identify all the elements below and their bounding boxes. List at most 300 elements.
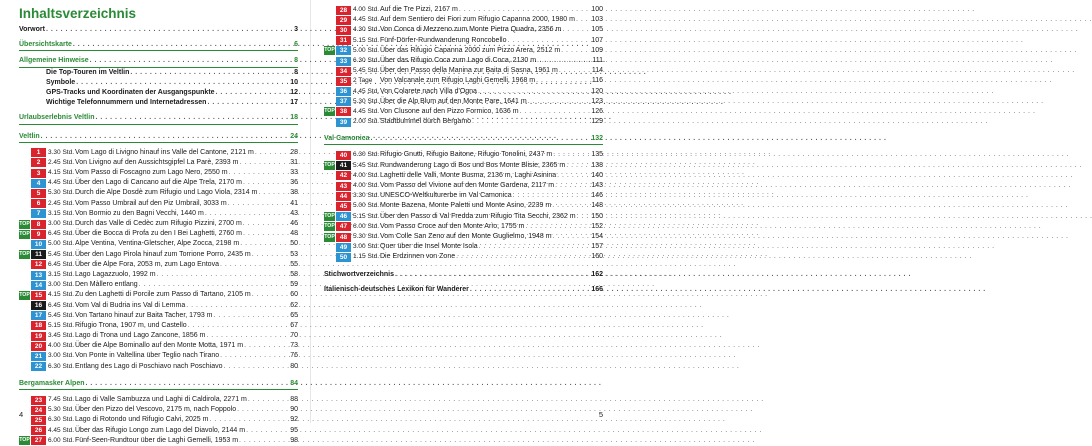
tour-number-badge: 43 <box>336 182 351 191</box>
leader-dots <box>537 56 591 66</box>
tour-duration: 6.45 Std. <box>48 301 75 309</box>
back-entry[interactable] <box>324 270 603 280</box>
section-bergamasker-alpen <box>19 379 298 446</box>
leader-dots <box>553 150 590 160</box>
tour-duration: 6.30 Std. <box>353 151 380 159</box>
tour-entry[interactable] <box>19 178 298 188</box>
tour-number-badge: 28 <box>336 6 351 15</box>
tour-title: Fünf-Seen-Rundtour über die Laghi Gemelli, 1953 m <box>75 436 239 444</box>
tour-number-badge: 41 <box>336 161 351 170</box>
tour-number-badge: 7 <box>31 209 46 218</box>
tour-title: Lago Lagazzuolo, 1992 m <box>75 270 156 278</box>
tour-title: Über die Alp Blum auf den Monte Pare, 1641 m <box>380 97 527 105</box>
section-heading[interactable] <box>324 134 603 145</box>
tour-page: 41 <box>290 199 298 207</box>
tour-duration: 5.00 Std. <box>48 240 75 248</box>
tour-page: 80 <box>290 362 298 370</box>
leader-dots <box>536 76 591 86</box>
tour-entry[interactable] <box>324 232 603 242</box>
tour-page: 103 <box>591 16 603 24</box>
tour-title: Von Livigno auf den Aussichtsgipfel La Parè, 2393 m <box>75 158 239 166</box>
tour-title: Über die Bocca di Profa zu den I Bei Laghetti, 2760 m <box>75 230 242 238</box>
tour-entry[interactable] <box>324 15 603 25</box>
front-entry[interactable] <box>19 25 298 35</box>
tour-number-badge: 33 <box>336 57 351 66</box>
tour-entry[interactable] <box>324 181 603 191</box>
tour-page: 143 <box>591 182 603 189</box>
leader-dots <box>562 25 590 35</box>
leader-dots <box>240 239 289 249</box>
right-page-content <box>324 5 603 407</box>
tour-duration: 4.45 Std. <box>48 179 75 187</box>
front-entry[interactable] <box>19 98 298 108</box>
section-heading[interactable] <box>19 132 298 143</box>
leader-dots <box>561 46 590 56</box>
leader-dots <box>186 301 289 311</box>
leader-dots <box>566 161 590 171</box>
tour-entry[interactable] <box>324 56 603 66</box>
tour-entry[interactable] <box>324 36 603 46</box>
left-page <box>0 0 311 445</box>
tour-title: Laghetti delle Valli, Monte Busma, 2136 m, Laghi Asinina <box>380 171 557 179</box>
leader-dots <box>229 168 290 178</box>
entry-page: 8 <box>294 68 298 76</box>
tour-entry[interactable] <box>324 252 603 262</box>
tour-number-badge: 12 <box>31 260 46 269</box>
tour-number-badge: 20 <box>31 342 46 351</box>
tour-duration: 6.30 Std. <box>48 416 75 424</box>
tour-entry[interactable] <box>324 150 603 160</box>
tour-page: 98 <box>290 436 298 444</box>
tour-number-badge: 4 <box>31 179 46 188</box>
tour-entry[interactable] <box>19 239 298 249</box>
tour-entry[interactable] <box>19 301 298 311</box>
tour-page: 53 <box>290 250 298 258</box>
tour-title: Über den Passo di Val Fredda zum Rifugio Tita Secchi, 2362 m <box>380 212 576 220</box>
tour-duration: 3.30 Std. <box>48 148 75 156</box>
leader-dots <box>239 436 289 446</box>
tour-entry[interactable] <box>324 97 603 107</box>
tour-number-badge: 18 <box>31 321 46 330</box>
tour-number-badge: 19 <box>31 332 46 341</box>
tour-title: Von Conca di Mezzeno zum Monte Pietra Quadra, 2356 m <box>380 26 562 34</box>
tour-page: 114 <box>591 67 603 75</box>
tour-entry[interactable] <box>324 66 603 76</box>
tour-number-badge: 22 <box>31 362 46 371</box>
back-entry[interactable] <box>324 285 603 295</box>
leader-dots <box>395 270 590 280</box>
tour-duration: 5.30 Std. <box>353 232 380 240</box>
tour-duration: 5.30 Std. <box>353 97 380 105</box>
tour-title: Rifugio Trona, 1907 m, und Castello <box>75 321 187 329</box>
front-entry[interactable] <box>19 88 298 98</box>
tour-duration: 4.45 Std. <box>48 426 75 434</box>
tour-duration: 6.45 Std. <box>48 230 75 238</box>
tour-entry[interactable] <box>19 148 298 158</box>
tour-page: 148 <box>591 202 603 210</box>
tour-duration: 4.15 Std. <box>48 169 75 177</box>
tour-entry[interactable] <box>324 242 603 252</box>
tour-entry[interactable] <box>19 395 298 405</box>
leader-dots <box>41 132 290 142</box>
tour-duration: 2 Tage <box>353 77 373 85</box>
tour-entry[interactable] <box>324 117 603 127</box>
top-tour-badge: TOP <box>19 230 30 237</box>
tour-duration: 4.45 Std. <box>353 16 380 24</box>
tour-number-badge: 45 <box>336 202 351 211</box>
tour-page: 58 <box>290 270 298 278</box>
section-val-camonica <box>324 134 603 262</box>
tour-entry[interactable] <box>19 331 298 341</box>
entry-page: 18 <box>290 114 298 122</box>
tour-title: Vom Lago di Livigno hinauf ins Valle del Cantone, 2121 m <box>75 148 254 156</box>
tour-number-badge: 15 <box>31 291 46 300</box>
tour-duration: 4.45 Std. <box>353 87 380 95</box>
front-entry[interactable] <box>19 56 298 67</box>
tour-duration: 4.00 Std. <box>353 182 380 189</box>
tour-title: Monte Bazena, Monte Paletti und Monte Asino, 2239 m <box>380 202 552 210</box>
tour-title: Über die Alpe Bominallo auf den Monte Motta, 1971 m <box>75 342 244 350</box>
leader-dots <box>472 117 590 127</box>
tour-page: 73 <box>290 342 298 350</box>
leader-dots <box>248 395 289 405</box>
tour-title: Von Valcanale zum Rifugio Laghi Gemelli, 1968 m <box>380 77 536 85</box>
leader-dots <box>258 188 289 198</box>
tour-duration: 2.00 Std. <box>353 118 380 126</box>
tour-number-badge: 38 <box>336 107 351 116</box>
leader-dots <box>73 40 293 50</box>
page-number-right: 5 <box>598 410 603 419</box>
entry-page: 10 <box>290 78 298 86</box>
tour-number-badge: 3 <box>31 169 46 178</box>
section-heading[interactable] <box>19 379 298 390</box>
tour-number-badge: 10 <box>31 240 46 249</box>
tour-page: 55 <box>290 260 298 268</box>
tour-entry[interactable] <box>324 212 603 222</box>
tour-duration: 5.30 Std. <box>48 406 75 414</box>
page-title: Inhaltsverzeichnis <box>19 6 137 21</box>
tour-duration: 5.15 Std. <box>353 212 380 220</box>
tour-page: 31 <box>290 158 298 166</box>
tour-duration: 3.15 Std. <box>48 270 75 278</box>
tour-entry[interactable] <box>19 290 298 300</box>
tour-entry[interactable] <box>19 351 298 361</box>
leader-dots <box>456 252 590 262</box>
tour-number-badge: 17 <box>31 311 46 320</box>
tour-page: 62 <box>290 301 298 309</box>
tour-title: Von Ponte in Valtellina über Teglio nach Tirano <box>75 352 220 360</box>
tour-number-badge: 24 <box>31 406 46 415</box>
leader-dots <box>205 209 289 219</box>
tour-title: Auf die Tre Pizzi, 2167 m <box>380 6 458 13</box>
tour-number-badge: 25 <box>31 416 46 425</box>
tour-entry[interactable] <box>19 311 298 321</box>
tour-entry[interactable] <box>19 405 298 415</box>
tour-duration: 3.00 Std. <box>48 220 75 227</box>
tour-entry[interactable] <box>19 341 298 351</box>
tour-page: 67 <box>290 321 298 329</box>
entry-page: 6 <box>294 41 298 49</box>
tour-entry[interactable] <box>324 171 603 181</box>
leader-dots <box>478 87 590 97</box>
tour-entry[interactable] <box>324 107 603 117</box>
tour-title: Vom Val di Budria ins Val di Lemma <box>75 301 186 309</box>
tour-entry[interactable] <box>19 426 298 436</box>
tour-title: Über die Alpe Fora, 2053 m, zum Lago Entova <box>75 260 219 268</box>
tour-number-badge: 23 <box>31 396 46 405</box>
tour-page: 76 <box>290 352 298 360</box>
leader-dots <box>470 285 590 295</box>
tour-duration: 6.45 Std. <box>48 260 75 268</box>
tour-page: 135 <box>591 151 603 159</box>
tour-page: 129 <box>591 118 603 126</box>
tour-entry[interactable] <box>324 25 603 35</box>
tour-page: 157 <box>591 243 603 251</box>
top-tour-badge: TOP <box>324 233 335 240</box>
tour-title: Quer über die Insel Monte Isola <box>380 243 478 251</box>
tour-number-badge: 44 <box>336 192 351 201</box>
tour-duration: 3.00 Std. <box>48 281 75 289</box>
section-veltlin <box>19 132 298 372</box>
tour-page: 116 <box>591 77 603 85</box>
tour-page: 43 <box>290 209 298 217</box>
tour-entry[interactable] <box>19 199 298 209</box>
leader-dots <box>255 148 289 158</box>
entry-page: 24 <box>290 132 298 140</box>
leader-dots <box>507 36 590 46</box>
tour-page: 90 <box>290 406 298 414</box>
tour-number-badge: 37 <box>336 97 351 106</box>
leader-dots <box>188 321 290 331</box>
leader-dots <box>552 201 590 211</box>
leader-dots <box>224 362 290 372</box>
leader-dots <box>525 222 590 232</box>
tour-entry[interactable] <box>19 250 298 260</box>
tour-page: 150 <box>591 212 603 220</box>
tour-duration: 6.30 Std. <box>48 362 75 370</box>
entry-label: Veltlin <box>19 132 40 140</box>
tour-number-badge: 48 <box>336 233 351 242</box>
entry-label: Die Top-Touren im Veltlin <box>46 68 130 76</box>
leader-dots <box>252 250 289 260</box>
top-tour-badge: TOP <box>324 47 335 54</box>
tour-entry[interactable] <box>324 5 603 15</box>
tour-number-badge: 26 <box>31 426 46 435</box>
tour-entry[interactable] <box>324 76 603 86</box>
top-tour-badge: TOP <box>19 291 30 298</box>
tour-duration: 5.00 Std. <box>353 202 380 210</box>
tour-number-badge: 16 <box>31 301 46 310</box>
front-entry[interactable] <box>19 78 298 88</box>
top-tour-badge: TOP <box>19 437 30 444</box>
leader-dots <box>555 181 590 191</box>
entry-label: Val Camonica <box>324 135 370 143</box>
leader-dots <box>157 270 290 280</box>
tour-entry[interactable] <box>19 260 298 270</box>
tour-entry[interactable] <box>19 436 298 446</box>
tour-number-badge: 46 <box>336 212 351 221</box>
tour-title: Über den Pizzo del Vescovo, 2175 m, nach Foppolo <box>75 406 237 414</box>
tour-number-badge: 31 <box>336 36 351 45</box>
tour-entry[interactable] <box>324 222 603 232</box>
tour-page: 46 <box>290 220 298 227</box>
tour-entry[interactable] <box>19 280 298 290</box>
tour-number-badge: 2 <box>31 158 46 167</box>
entry-label: Vorwort <box>19 26 45 33</box>
top-tour-badge: TOP <box>19 220 30 227</box>
leader-dots <box>220 351 289 361</box>
right-page <box>310 0 620 423</box>
tour-number-badge: 47 <box>336 222 351 231</box>
tour-entry[interactable] <box>19 415 298 425</box>
leader-dots <box>139 280 290 290</box>
tour-duration: 2.45 Std. <box>48 158 75 166</box>
tour-entry[interactable] <box>19 321 298 331</box>
tour-entry[interactable] <box>19 188 298 198</box>
tour-duration: 5.45 Std. <box>353 161 380 169</box>
tour-number-badge: 14 <box>31 281 46 290</box>
tour-entry[interactable] <box>324 87 603 97</box>
top-tour-badge: TOP <box>324 162 335 169</box>
leader-dots <box>220 260 289 270</box>
tour-duration: 1.15 Std. <box>353 253 380 261</box>
tour-page: 88 <box>290 396 298 403</box>
leader-dots <box>252 290 289 300</box>
tour-title: Fünf-Dörfer-Rundwanderung Roncobello <box>380 36 507 44</box>
tour-number-badge: 42 <box>336 171 351 180</box>
tour-entry[interactable] <box>19 209 298 219</box>
tour-title: Entlang des Lago di Poschiavo nach Poschiavo <box>75 362 223 370</box>
tour-entry[interactable] <box>19 229 298 239</box>
tour-entry[interactable] <box>19 158 298 168</box>
tour-page: 59 <box>290 281 298 289</box>
tour-duration: 4.45 Std. <box>353 107 380 115</box>
tour-page: 160 <box>591 253 603 261</box>
top-tour-badge: TOP <box>324 108 335 115</box>
tour-page: 126 <box>591 107 603 115</box>
tour-page: 109 <box>591 46 603 54</box>
tour-duration: 5.45 Std. <box>48 311 75 319</box>
tour-page: 120 <box>591 87 603 95</box>
tour-title: UNESCO-Weltkulturerbe im Val Camonica <box>380 192 512 200</box>
entry-page: 84 <box>290 379 298 387</box>
tour-page: 48 <box>290 230 298 238</box>
tour-number-badge: 13 <box>31 271 46 280</box>
tour-entry[interactable] <box>324 161 603 171</box>
tour-duration: 5.15 Std. <box>48 321 75 329</box>
tour-title: Vom Passo Croce auf den Monte Arìo, 1755 m <box>380 222 525 230</box>
top-tour-badge: TOP <box>324 223 335 230</box>
tour-title: Die Erdzinnen von Zone <box>380 253 456 261</box>
front-entry[interactable] <box>19 40 298 51</box>
entry-page: 12 <box>290 88 298 96</box>
tour-list-continued <box>324 5 603 127</box>
tour-duration: 3.15 Std. <box>48 209 75 217</box>
leader-dots <box>553 232 591 242</box>
leader-dots <box>243 229 289 239</box>
tour-duration: 4.30 Std. <box>353 26 380 34</box>
tour-entry[interactable] <box>324 46 603 56</box>
tour-page: 50 <box>290 240 298 248</box>
tour-title: Auf dem Sentiero dei Fiori zum Rifugio Capanna 2000, 1980 m <box>380 16 575 24</box>
tour-number-badge: 9 <box>31 230 46 239</box>
tour-number-badge: 5 <box>31 189 46 198</box>
tour-number-badge: 29 <box>336 16 351 25</box>
leader-dots <box>46 25 293 35</box>
tour-number-badge: 36 <box>336 87 351 96</box>
front-entry[interactable] <box>19 68 298 78</box>
tour-title: Alpe Ventina, Ventina-Gletscher, Alpe Zocca, 2198 m <box>75 240 240 248</box>
leader-dots <box>528 97 591 107</box>
tour-title: Lago di Rotondo und Rifugio Calvi, 2025 m <box>75 416 209 424</box>
tour-title: Zu den Laghetti di Porcile zum Passo di Tartano, 2105 m <box>75 291 251 299</box>
front-entry[interactable] <box>19 113 298 124</box>
tour-title: Stadtbummel durch Bergamo <box>380 118 472 126</box>
tour-title: Durch die Alpe Dosdè zum Rifugio und Lago Viola, 2314 m <box>75 189 258 197</box>
tour-duration: 6.00 Std. <box>48 436 75 444</box>
tour-page: 60 <box>290 291 298 299</box>
tour-duration: 4.00 Std. <box>48 342 75 350</box>
tour-entry[interactable] <box>324 191 603 201</box>
entry-label: Italienisch-deutsches Lexikon für Wanderer <box>324 285 469 293</box>
tour-entry[interactable] <box>324 201 603 211</box>
tour-title: Den Màllero entlang <box>75 281 138 289</box>
front-matter-list <box>19 25 298 125</box>
entry-label: Wichtige Telefonnummern und Internetadressen <box>46 99 207 107</box>
leader-dots <box>576 15 590 25</box>
tour-title: Über den Passo della Manina zur Baita di Sasna, 1961 m <box>380 67 558 75</box>
tour-duration: 6.00 Std. <box>353 222 380 230</box>
leader-dots <box>206 331 289 341</box>
tour-entry[interactable] <box>19 270 298 280</box>
tour-entry[interactable] <box>19 362 298 372</box>
leader-dots <box>86 379 290 389</box>
tour-entry[interactable] <box>19 168 298 178</box>
entry-page: 3 <box>294 26 298 33</box>
leader-dots <box>243 178 289 188</box>
tour-title: Vom Passo del Vivione auf den Monte Gardena, 2117 m <box>380 182 555 189</box>
tour-entry[interactable] <box>19 219 298 229</box>
page-number-left: 4 <box>19 410 24 419</box>
tour-duration: 4.00 Std. <box>353 6 380 13</box>
entry-label: Symbole <box>46 78 76 86</box>
tour-page: 152 <box>591 222 603 230</box>
tour-title: Von Bormio zu den Bagni Vecchi, 1440 m <box>75 209 204 217</box>
tour-number-badge: 6 <box>31 199 46 208</box>
leader-dots <box>207 98 289 108</box>
tour-title: Rundwanderung Lago di Bos und Bos Monte Blisie, 2365 m <box>380 161 566 169</box>
leader-dots <box>216 88 290 98</box>
tour-page: 140 <box>591 171 603 179</box>
leader-dots <box>557 171 590 181</box>
tour-number-badge: 21 <box>31 352 46 361</box>
entry-page: 166 <box>591 285 603 293</box>
tour-page: 65 <box>290 311 298 319</box>
tour-title: Von Clusone auf den Pizzo Formico, 1636 m <box>380 107 519 115</box>
leader-dots <box>244 341 289 351</box>
tour-page: 92 <box>290 416 298 424</box>
tour-duration: 3.45 Std. <box>48 332 75 340</box>
leader-dots <box>90 56 293 66</box>
tour-page: 95 <box>290 426 298 434</box>
tour-number-badge: 49 <box>336 243 351 252</box>
entry-page: 162 <box>591 270 603 278</box>
entry-page: 8 <box>294 57 298 65</box>
leader-dots <box>95 113 289 123</box>
tour-page: 138 <box>591 161 603 169</box>
tour-page: 33 <box>290 169 298 177</box>
leader-dots <box>559 66 591 76</box>
